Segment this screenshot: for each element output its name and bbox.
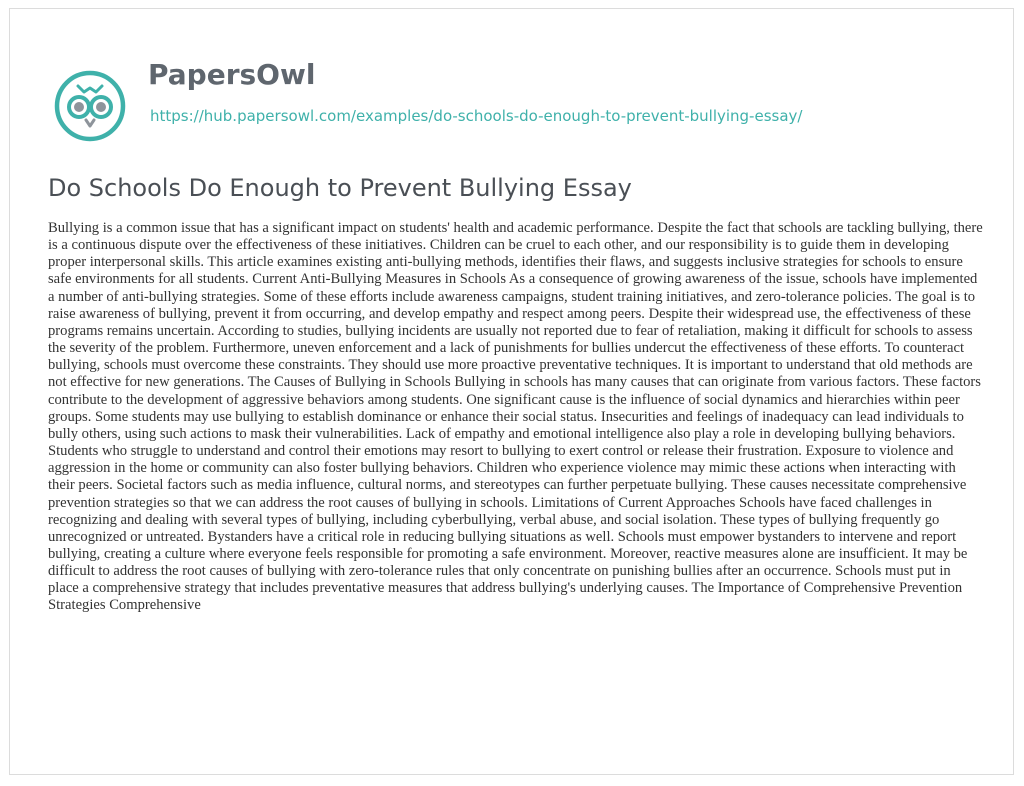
page-header — [48, 29, 993, 159]
page-url-link[interactable]: https://hub.papersowl.com/examples/do-schools-do-enough-to-prevent-bullying-essay/ — [150, 107, 803, 125]
essay-body: Bullying is a common issue that has a significant impact on students' health and academic performance. Despite the fact that schools are tackling bullying, there is a continuous dispute over the effectiveness of these initiatives. Children can be cruel to each other, and our responsibility is to guide them in developing proper interpersonal skills. This article examines existing anti-bullying methods, identifies their flaws, and suggests inclusive strategies for schools to ensure safe environments for all students. Current Anti-Bullying Measures in Schools As a consequence of growing awareness of the issue, schools have implemented a number of anti-bullying strategies. Some of these efforts include awareness campaigns, student training initiatives, and zero-tolerance policies. The goal is to raise awareness of bullying, prevent it from occurring, and develop empathy and respect among peers. Despite their widespread use, the effectiveness of these programs remains uncertain. According to studies, bullying incidents are usually not reported due to fear of retaliation, making it difficult for schools to assess the severity of the problem. Furthermore, uneven enforcement and a lack of punishments for bullies undercut the effectiveness of these efforts. To counteract bullying, schools must overcome these constraints. They should use more proactive preventative techniques. It is important to understand that old methods are not effective for new generations. The Causes of Bullying in Schools Bullying in schools has many causes that can originate from various factors. These factors contribute to the development of aggressive behaviors among students. One significant cause is the influence of social dynamics and hierarchies within peer groups. Some students may use bullying to establish dominance or enhance their social status. Insecurities and feelings of inadequacy can lead individuals to bully others, using such actions to mask their vulnerabilities. Lack of empathy and emotional intelligence also play a role in developing bullying behaviors. Students who struggle to understand and control their emotions may resort to bullying to exert control or release their frustration. Exposure to violence and aggression in the home or community can also foster bullying behaviors. Children who experience violence may mimic these actions when interacting with their peers. Societal factors such as media influence, cultural norms, and stereotypes can further perpetuate bullying. These causes necessitate comprehensive prevention strategies so that we can address the root causes of bullying in schools. Limitations of Current Approaches Schools have faced challenges in recognizing and dealing with several types of bullying, including cyberbullying, verbal abuse, and social isolation. These types of bullying frequently go unrecognized or untreated. Bystanders have a critical role in reducing bullying situations as well. Schools must empower bystanders to intervene and report bullying, creating a culture where everyone feels responsible for promoting a safe environment. Moreover, reactive measures alone are insufficient. It may be difficult to address the root causes of bullying with zero-tolerance rules that only concentrate on punishing bullies after an occurrence. Schools must put in place a comprehensive strategy that includes preventative measures that address bullying's underlying causes. The Importance of Comprehensive Prevention Strategies Comprehensive — [48, 220, 983, 614]
essay-page — [9, 8, 1014, 775]
owl-logo-icon — [54, 70, 126, 142]
brand-name: PapersOwl — [148, 58, 316, 91]
essay-title: Do Schools Do Enough to Prevent Bullying Essay — [48, 174, 632, 202]
